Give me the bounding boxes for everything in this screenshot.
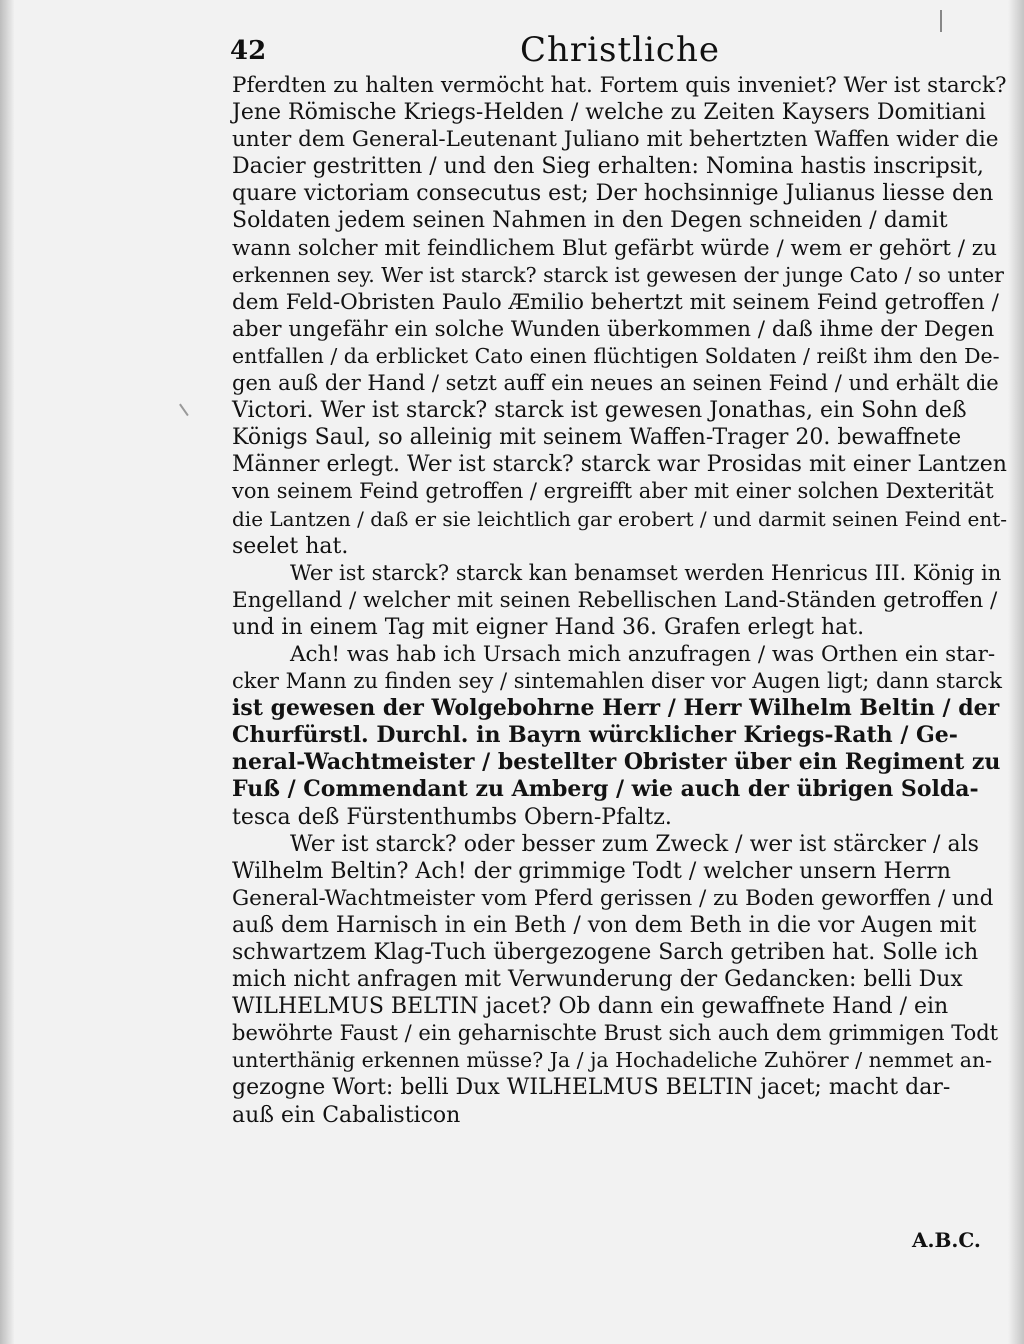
text-line: dem Feld-Obristen Paulo Æmilio behertzt mit seinem Feind getroffen /: [232, 289, 999, 315]
text-line: quare victoriam consecutus est; Der hochsinnige Julianus liesse den: [232, 181, 994, 207]
text-line: gen auß der Hand / setzt auff ein neues an seinen Feind / und erhält die: [232, 371, 999, 396]
text-line: auß ein Cabalisticon: [232, 1102, 461, 1128]
text-line: schwartzem Klag-Tuch übergezogene Sarch getriben hat. Solle ich: [232, 940, 979, 965]
text-line: Wer ist starck? oder besser zum Zweck / wer ist stärcker / als: [290, 831, 979, 857]
page-header: [230, 30, 1010, 70]
text-line: Jene Römische Kriegs-Helden / welche zu Zeiten Kaysers Domitiani: [232, 100, 986, 126]
print-mark: [940, 10, 942, 32]
text-line: Königs Saul, so alleinig mit seinem Waffen-Trager 20. bewaffnete: [232, 425, 962, 451]
text-line: wann solcher mit feindlichem Blut gefärbt würde / wem er gehört / zu: [232, 235, 997, 261]
text-line: bewöhrte Faust / ein geharnischte Brust sich auch dem grimmigen Todt: [232, 1021, 999, 1046]
print-mark: [179, 398, 197, 416]
text-line: aber ungefähr ein solche Wunden überkommen / daß ihme der Degen: [232, 316, 995, 342]
text-line: Churfürstl. Durchl. in Bayrn würcklicher Kriegs-Rath / Ge-: [232, 722, 958, 749]
text-line: Dacier gestritten / und den Sieg erhalten: Nomina hastis inscripsit,: [232, 154, 984, 180]
text-line: Victori. Wer ist starck? starck ist gewesen Jonathas, ein Sohn deß: [232, 398, 967, 424]
text-line: Wilhelm Beltin? Ach! der grimmige Todt / welcher unsern Herrn: [232, 858, 951, 884]
text-line: Engelland / welcher mit seinen Rebellischen Land-Ständen getroffen /: [232, 587, 998, 613]
text-line: Pferdten zu halten vermöcht hat. Fortem quis inveniet? Wer ist starck?: [232, 73, 1007, 98]
running-title: Christliche: [520, 30, 720, 70]
text-line: cker Mann zu finden sey / sintemahlen diser vor Augen ligt; dann starck: [232, 669, 1002, 694]
page-shadow-right: [1008, 0, 1024, 1344]
text-line: unterthänig erkennen müsse? Ja / ja Hochadeliche Zuhörer / nemmet an-: [232, 1048, 993, 1073]
text-line: gezogne Wort: belli Dux WILHELMUS BELTIN jacet; macht dar-: [232, 1075, 951, 1101]
text-line: von seinem Feind getroffen / ergreifft aber mit einer solchen Dexterität: [232, 479, 994, 504]
text-line: General-Wachtmeister vom Pferd gerissen / zu Boden geworffen / und: [232, 885, 994, 911]
text-line: erkennen sey. Wer ist starck? starck ist gewesen der junge Cato / so unter: [232, 262, 1004, 287]
text-line: und in einem Tag mit eigner Hand 36. Grafen erlegt hat.: [232, 614, 865, 640]
text-line: Ach! was hab ich Ursach mich anzufragen / was Orthen ein star-: [290, 641, 996, 667]
body-text: [232, 72, 1010, 1129]
text-line: auß dem Harnisch in ein Beth / von dem Beth in die vor Augen mit: [232, 912, 977, 938]
text-line: die Lantzen / daß er sie leichtlich gar erobert / und darmit seinen Feind ent-: [232, 506, 1008, 531]
catchword: A.B.C.: [912, 1228, 981, 1252]
text-line: ist gewesen der Wolgebohrne Herr / Herr Wilhelm Beltin / der: [232, 695, 1000, 722]
text-line: entfallen / da erblicket Cato einen flüchtigen Soldaten / reißt ihm den De-: [232, 343, 1000, 368]
text-line: Soldaten jedem seinen Nahmen in den Degen schneiden / damit: [232, 208, 948, 234]
text-line: tesca deß Fürstenthumbs Obern-Pfaltz.: [232, 804, 672, 830]
page-shadow-left: [0, 0, 14, 1344]
text-line: Wer ist starck? starck kan benamset werden Henricus III. König in: [290, 560, 1002, 585]
text-line: Männer erlegt. Wer ist starck? starck war Prosidas mit einer Lantzen: [232, 452, 1007, 478]
text-line: seelet hat.: [232, 533, 349, 559]
text-line: WILHELMUS BELTIN jacet? Ob dann ein gewaffnete Hand / ein: [232, 994, 949, 1020]
text-line: Fuß / Commendant zu Amberg / wie auch der übrigen Solda-: [232, 776, 979, 803]
page-number: 42: [230, 36, 267, 66]
text-line: neral-Wachtmeister / bestellter Obrister über ein Regiment zu: [232, 749, 1001, 776]
text-line: mich nicht anfragen mit Verwunderung der Gedancken: belli Dux: [232, 967, 963, 993]
text-line: unter dem General-Leutenant Juliano mit behertzten Waffen wider die: [232, 127, 999, 153]
